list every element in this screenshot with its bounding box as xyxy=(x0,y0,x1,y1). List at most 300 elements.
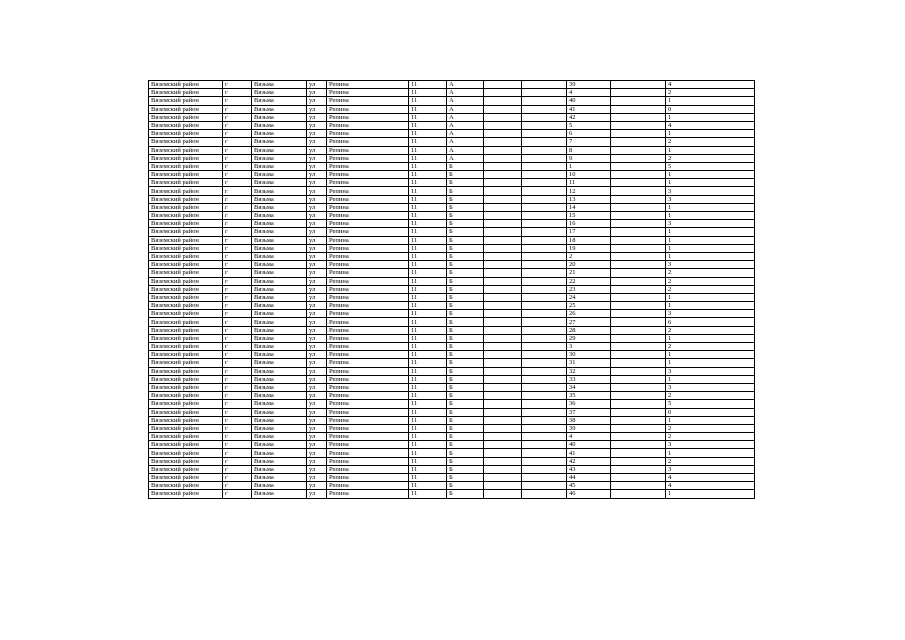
cell-house: 11 xyxy=(409,203,447,211)
cell-blank3 xyxy=(611,162,666,170)
cell-blank3 xyxy=(611,97,666,105)
table-row xyxy=(149,334,755,342)
cell-district: Вяземский район xyxy=(149,416,223,424)
cell-settlement_type: г xyxy=(223,89,252,97)
cell-street_type: ул xyxy=(307,195,327,203)
cell-blank1 xyxy=(484,171,522,179)
cell-settlement_type: г xyxy=(223,269,252,277)
cell-house: 11 xyxy=(409,375,447,383)
cell-count: 4 xyxy=(666,81,755,89)
cell-apartment: 26 xyxy=(567,310,611,318)
table-row xyxy=(149,269,755,277)
cell-count: 1 xyxy=(666,179,755,187)
cell-street_type: ул xyxy=(307,482,327,490)
cell-settlement: Вязьма xyxy=(252,343,307,351)
table-row xyxy=(149,138,755,146)
cell-apartment: 9 xyxy=(567,154,611,162)
cell-blank3 xyxy=(611,81,666,89)
cell-blank2 xyxy=(522,171,567,179)
cell-house: 11 xyxy=(409,318,447,326)
cell-district: Вяземский район xyxy=(149,465,223,473)
cell-settlement_type: г xyxy=(223,187,252,195)
cell-blank2 xyxy=(522,179,567,187)
cell-district: Вяземский район xyxy=(149,474,223,482)
cell-apartment: 45 xyxy=(567,482,611,490)
cell-blank2 xyxy=(522,97,567,105)
cell-street_type: ул xyxy=(307,203,327,211)
table-row xyxy=(149,179,755,187)
cell-apartment: 42 xyxy=(567,113,611,121)
cell-settlement_type: г xyxy=(223,236,252,244)
cell-blank3 xyxy=(611,154,666,162)
cell-street: Репина xyxy=(327,424,409,432)
cell-street_type: ул xyxy=(307,433,327,441)
cell-blank3 xyxy=(611,244,666,252)
cell-letter: А xyxy=(447,146,484,154)
cell-blank2 xyxy=(522,81,567,89)
cell-blank2 xyxy=(522,302,567,310)
cell-blank3 xyxy=(611,416,666,424)
cell-house: 11 xyxy=(409,154,447,162)
cell-house: 11 xyxy=(409,482,447,490)
cell-blank1 xyxy=(484,433,522,441)
cell-blank1 xyxy=(484,236,522,244)
cell-count: 0 xyxy=(666,408,755,416)
cell-street: Репина xyxy=(327,244,409,252)
cell-blank3 xyxy=(611,277,666,285)
cell-district: Вяземский район xyxy=(149,261,223,269)
table-row xyxy=(149,482,755,490)
cell-blank3 xyxy=(611,236,666,244)
cell-settlement: Вязьма xyxy=(252,408,307,416)
cell-blank3 xyxy=(611,212,666,220)
cell-settlement_type: г xyxy=(223,310,252,318)
address-table xyxy=(148,80,755,499)
cell-blank1 xyxy=(484,121,522,129)
table-row xyxy=(149,474,755,482)
cell-blank2 xyxy=(522,375,567,383)
cell-letter: А xyxy=(447,154,484,162)
cell-street: Репина xyxy=(327,212,409,220)
cell-apartment: 39 xyxy=(567,424,611,432)
cell-street: Репина xyxy=(327,465,409,473)
cell-house: 11 xyxy=(409,392,447,400)
cell-settlement: Вязьма xyxy=(252,154,307,162)
cell-settlement: Вязьма xyxy=(252,416,307,424)
table-row xyxy=(149,351,755,359)
cell-apartment: 6 xyxy=(567,130,611,138)
cell-letter: Б xyxy=(447,408,484,416)
cell-district: Вяземский район xyxy=(149,212,223,220)
cell-blank1 xyxy=(484,97,522,105)
cell-street_type: ул xyxy=(307,457,327,465)
cell-letter: А xyxy=(447,81,484,89)
cell-letter: Б xyxy=(447,261,484,269)
cell-blank2 xyxy=(522,212,567,220)
cell-street: Репина xyxy=(327,236,409,244)
cell-letter: Б xyxy=(447,220,484,228)
cell-blank3 xyxy=(611,203,666,211)
cell-blank3 xyxy=(611,293,666,301)
cell-settlement: Вязьма xyxy=(252,277,307,285)
cell-settlement: Вязьма xyxy=(252,138,307,146)
cell-settlement_type: г xyxy=(223,121,252,129)
cell-count: 5 xyxy=(666,400,755,408)
cell-blank2 xyxy=(522,138,567,146)
cell-apartment: 36 xyxy=(567,400,611,408)
cell-district: Вяземский район xyxy=(149,138,223,146)
cell-count: 1 xyxy=(666,293,755,301)
cell-street_type: ул xyxy=(307,359,327,367)
cell-settlement_type: г xyxy=(223,179,252,187)
cell-settlement_type: г xyxy=(223,375,252,383)
cell-street_type: ул xyxy=(307,441,327,449)
cell-district: Вяземский район xyxy=(149,482,223,490)
cell-street: Репина xyxy=(327,203,409,211)
cell-street: Репина xyxy=(327,261,409,269)
cell-settlement_type: г xyxy=(223,220,252,228)
cell-street_type: ул xyxy=(307,138,327,146)
cell-count: 3 xyxy=(666,187,755,195)
cell-street_type: ул xyxy=(307,449,327,457)
cell-letter: Б xyxy=(447,433,484,441)
cell-blank3 xyxy=(611,138,666,146)
cell-settlement: Вязьма xyxy=(252,424,307,432)
cell-district: Вяземский район xyxy=(149,81,223,89)
cell-district: Вяземский район xyxy=(149,220,223,228)
cell-blank2 xyxy=(522,244,567,252)
cell-count: 1 xyxy=(666,113,755,121)
cell-blank2 xyxy=(522,220,567,228)
cell-blank2 xyxy=(522,187,567,195)
table-row xyxy=(149,441,755,449)
cell-district: Вяземский район xyxy=(149,154,223,162)
cell-house: 11 xyxy=(409,433,447,441)
cell-blank1 xyxy=(484,162,522,170)
cell-house: 11 xyxy=(409,351,447,359)
cell-house: 11 xyxy=(409,252,447,260)
cell-count: 2 xyxy=(666,424,755,432)
cell-letter: Б xyxy=(447,392,484,400)
cell-settlement: Вязьма xyxy=(252,474,307,482)
cell-district: Вяземский район xyxy=(149,318,223,326)
cell-count: 6 xyxy=(666,318,755,326)
cell-street: Репина xyxy=(327,121,409,129)
cell-settlement: Вязьма xyxy=(252,326,307,334)
cell-house: 11 xyxy=(409,408,447,416)
cell-apartment: 22 xyxy=(567,277,611,285)
cell-street_type: ул xyxy=(307,293,327,301)
cell-district: Вяземский район xyxy=(149,228,223,236)
cell-blank3 xyxy=(611,367,666,375)
cell-street: Репина xyxy=(327,105,409,113)
cell-letter: Б xyxy=(447,383,484,391)
cell-count: 3 xyxy=(666,441,755,449)
cell-blank2 xyxy=(522,392,567,400)
cell-letter: Б xyxy=(447,179,484,187)
cell-district: Вяземский район xyxy=(149,121,223,129)
cell-street: Репина xyxy=(327,343,409,351)
cell-district: Вяземский район xyxy=(149,367,223,375)
table-row xyxy=(149,105,755,113)
table-row xyxy=(149,318,755,326)
cell-house: 11 xyxy=(409,121,447,129)
table-row xyxy=(149,203,755,211)
cell-blank2 xyxy=(522,236,567,244)
cell-blank2 xyxy=(522,89,567,97)
cell-settlement: Вязьма xyxy=(252,269,307,277)
cell-settlement_type: г xyxy=(223,228,252,236)
cell-count: 1 xyxy=(666,416,755,424)
cell-settlement_type: г xyxy=(223,130,252,138)
cell-settlement_type: г xyxy=(223,383,252,391)
cell-blank1 xyxy=(484,326,522,334)
cell-count: 2 xyxy=(666,269,755,277)
cell-blank1 xyxy=(484,490,522,498)
cell-letter: А xyxy=(447,89,484,97)
cell-settlement: Вязьма xyxy=(252,334,307,342)
table-row xyxy=(149,408,755,416)
cell-letter: Б xyxy=(447,302,484,310)
cell-settlement_type: г xyxy=(223,97,252,105)
cell-settlement: Вязьма xyxy=(252,113,307,121)
table-row xyxy=(149,416,755,424)
cell-count: 1 xyxy=(666,375,755,383)
cell-blank1 xyxy=(484,146,522,154)
cell-street: Репина xyxy=(327,97,409,105)
cell-house: 11 xyxy=(409,383,447,391)
cell-count: 1 xyxy=(666,302,755,310)
cell-settlement_type: г xyxy=(223,441,252,449)
cell-blank3 xyxy=(611,195,666,203)
cell-settlement: Вязьма xyxy=(252,482,307,490)
cell-district: Вяземский район xyxy=(149,97,223,105)
table-row xyxy=(149,244,755,252)
cell-house: 11 xyxy=(409,236,447,244)
cell-street: Репина xyxy=(327,392,409,400)
cell-apartment: 34 xyxy=(567,383,611,391)
cell-apartment: 44 xyxy=(567,474,611,482)
cell-settlement_type: г xyxy=(223,244,252,252)
cell-district: Вяземский район xyxy=(149,490,223,498)
cell-street: Репина xyxy=(327,375,409,383)
cell-settlement_type: г xyxy=(223,138,252,146)
table-row xyxy=(149,154,755,162)
cell-house: 11 xyxy=(409,220,447,228)
cell-letter: Б xyxy=(447,277,484,285)
cell-blank3 xyxy=(611,383,666,391)
cell-blank1 xyxy=(484,220,522,228)
cell-letter: Б xyxy=(447,195,484,203)
cell-district: Вяземский район xyxy=(149,203,223,211)
cell-house: 11 xyxy=(409,171,447,179)
table-row xyxy=(149,383,755,391)
cell-count: 1 xyxy=(666,130,755,138)
cell-house: 11 xyxy=(409,302,447,310)
spreadsheet-page xyxy=(148,80,754,499)
cell-house: 11 xyxy=(409,113,447,121)
cell-street_type: ул xyxy=(307,277,327,285)
table-row xyxy=(149,130,755,138)
table-row xyxy=(149,449,755,457)
cell-street_type: ул xyxy=(307,326,327,334)
cell-letter: Б xyxy=(447,187,484,195)
cell-blank2 xyxy=(522,351,567,359)
cell-count: 5 xyxy=(666,162,755,170)
cell-blank2 xyxy=(522,269,567,277)
table-row xyxy=(149,261,755,269)
cell-blank3 xyxy=(611,392,666,400)
cell-house: 11 xyxy=(409,81,447,89)
cell-apartment: 35 xyxy=(567,392,611,400)
cell-settlement_type: г xyxy=(223,318,252,326)
cell-blank2 xyxy=(522,416,567,424)
cell-blank3 xyxy=(611,334,666,342)
cell-district: Вяземский район xyxy=(149,146,223,154)
cell-blank2 xyxy=(522,441,567,449)
cell-settlement_type: г xyxy=(223,359,252,367)
cell-settlement: Вязьма xyxy=(252,351,307,359)
cell-street_type: ул xyxy=(307,244,327,252)
cell-house: 11 xyxy=(409,228,447,236)
cell-blank3 xyxy=(611,113,666,121)
cell-street_type: ул xyxy=(307,392,327,400)
cell-street_type: ул xyxy=(307,408,327,416)
cell-district: Вяземский район xyxy=(149,441,223,449)
cell-blank2 xyxy=(522,449,567,457)
cell-street_type: ул xyxy=(307,285,327,293)
cell-district: Вяземский район xyxy=(149,277,223,285)
cell-blank1 xyxy=(484,138,522,146)
cell-apartment: 40 xyxy=(567,441,611,449)
cell-district: Вяземский район xyxy=(149,285,223,293)
table-row xyxy=(149,293,755,301)
cell-street: Репина xyxy=(327,285,409,293)
cell-house: 11 xyxy=(409,105,447,113)
cell-count: 2 xyxy=(666,343,755,351)
cell-street_type: ул xyxy=(307,179,327,187)
cell-street: Репина xyxy=(327,457,409,465)
cell-blank3 xyxy=(611,375,666,383)
cell-house: 11 xyxy=(409,310,447,318)
table-row xyxy=(149,212,755,220)
cell-street: Репина xyxy=(327,310,409,318)
cell-blank3 xyxy=(611,482,666,490)
cell-blank3 xyxy=(611,261,666,269)
table-row xyxy=(149,302,755,310)
cell-street: Репина xyxy=(327,302,409,310)
cell-district: Вяземский район xyxy=(149,236,223,244)
cell-count: 3 xyxy=(666,195,755,203)
cell-settlement: Вязьма xyxy=(252,81,307,89)
cell-settlement: Вязьма xyxy=(252,187,307,195)
cell-blank2 xyxy=(522,318,567,326)
cell-street_type: ул xyxy=(307,146,327,154)
cell-district: Вяземский район xyxy=(149,195,223,203)
cell-street: Репина xyxy=(327,474,409,482)
cell-letter: Б xyxy=(447,474,484,482)
cell-count: 2 xyxy=(666,89,755,97)
cell-district: Вяземский район xyxy=(149,326,223,334)
cell-apartment: 17 xyxy=(567,228,611,236)
cell-settlement_type: г xyxy=(223,293,252,301)
cell-blank1 xyxy=(484,465,522,473)
cell-street_type: ул xyxy=(307,416,327,424)
cell-street: Репина xyxy=(327,482,409,490)
cell-blank1 xyxy=(484,375,522,383)
cell-count: 1 xyxy=(666,212,755,220)
cell-street_type: ул xyxy=(307,318,327,326)
cell-count: 2 xyxy=(666,457,755,465)
cell-letter: Б xyxy=(447,252,484,260)
cell-count: 1 xyxy=(666,334,755,342)
cell-street: Репина xyxy=(327,252,409,260)
cell-settlement: Вязьма xyxy=(252,441,307,449)
cell-blank2 xyxy=(522,408,567,416)
cell-street: Репина xyxy=(327,490,409,498)
cell-letter: Б xyxy=(447,212,484,220)
cell-blank3 xyxy=(611,424,666,432)
table-row xyxy=(149,326,755,334)
cell-blank3 xyxy=(611,433,666,441)
cell-blank2 xyxy=(522,457,567,465)
cell-house: 11 xyxy=(409,179,447,187)
cell-blank2 xyxy=(522,146,567,154)
cell-settlement_type: г xyxy=(223,146,252,154)
cell-blank1 xyxy=(484,351,522,359)
table-row xyxy=(149,359,755,367)
cell-settlement: Вязьма xyxy=(252,367,307,375)
cell-street: Репина xyxy=(327,171,409,179)
cell-count: 3 xyxy=(666,367,755,375)
cell-count: 3 xyxy=(666,261,755,269)
cell-letter: Б xyxy=(447,162,484,170)
cell-settlement: Вязьма xyxy=(252,383,307,391)
cell-settlement: Вязьма xyxy=(252,162,307,170)
cell-settlement: Вязьма xyxy=(252,293,307,301)
cell-apartment: 18 xyxy=(567,236,611,244)
cell-street_type: ул xyxy=(307,424,327,432)
cell-count: 0 xyxy=(666,105,755,113)
cell-district: Вяземский район xyxy=(149,359,223,367)
cell-settlement_type: г xyxy=(223,203,252,211)
cell-blank3 xyxy=(611,351,666,359)
table-row xyxy=(149,433,755,441)
cell-street_type: ул xyxy=(307,154,327,162)
cell-blank3 xyxy=(611,408,666,416)
cell-letter: Б xyxy=(447,318,484,326)
table-row xyxy=(149,392,755,400)
cell-settlement: Вязьма xyxy=(252,252,307,260)
cell-house: 11 xyxy=(409,474,447,482)
table-row xyxy=(149,465,755,473)
cell-district: Вяземский район xyxy=(149,179,223,187)
cell-blank1 xyxy=(484,310,522,318)
cell-count: 2 xyxy=(666,326,755,334)
cell-count: 2 xyxy=(666,433,755,441)
cell-street_type: ул xyxy=(307,375,327,383)
cell-blank3 xyxy=(611,359,666,367)
cell-street: Репина xyxy=(327,130,409,138)
cell-settlement: Вязьма xyxy=(252,310,307,318)
cell-blank2 xyxy=(522,105,567,113)
cell-blank1 xyxy=(484,318,522,326)
cell-street: Репина xyxy=(327,81,409,89)
cell-blank1 xyxy=(484,343,522,351)
cell-blank1 xyxy=(484,302,522,310)
cell-house: 11 xyxy=(409,269,447,277)
cell-blank2 xyxy=(522,228,567,236)
